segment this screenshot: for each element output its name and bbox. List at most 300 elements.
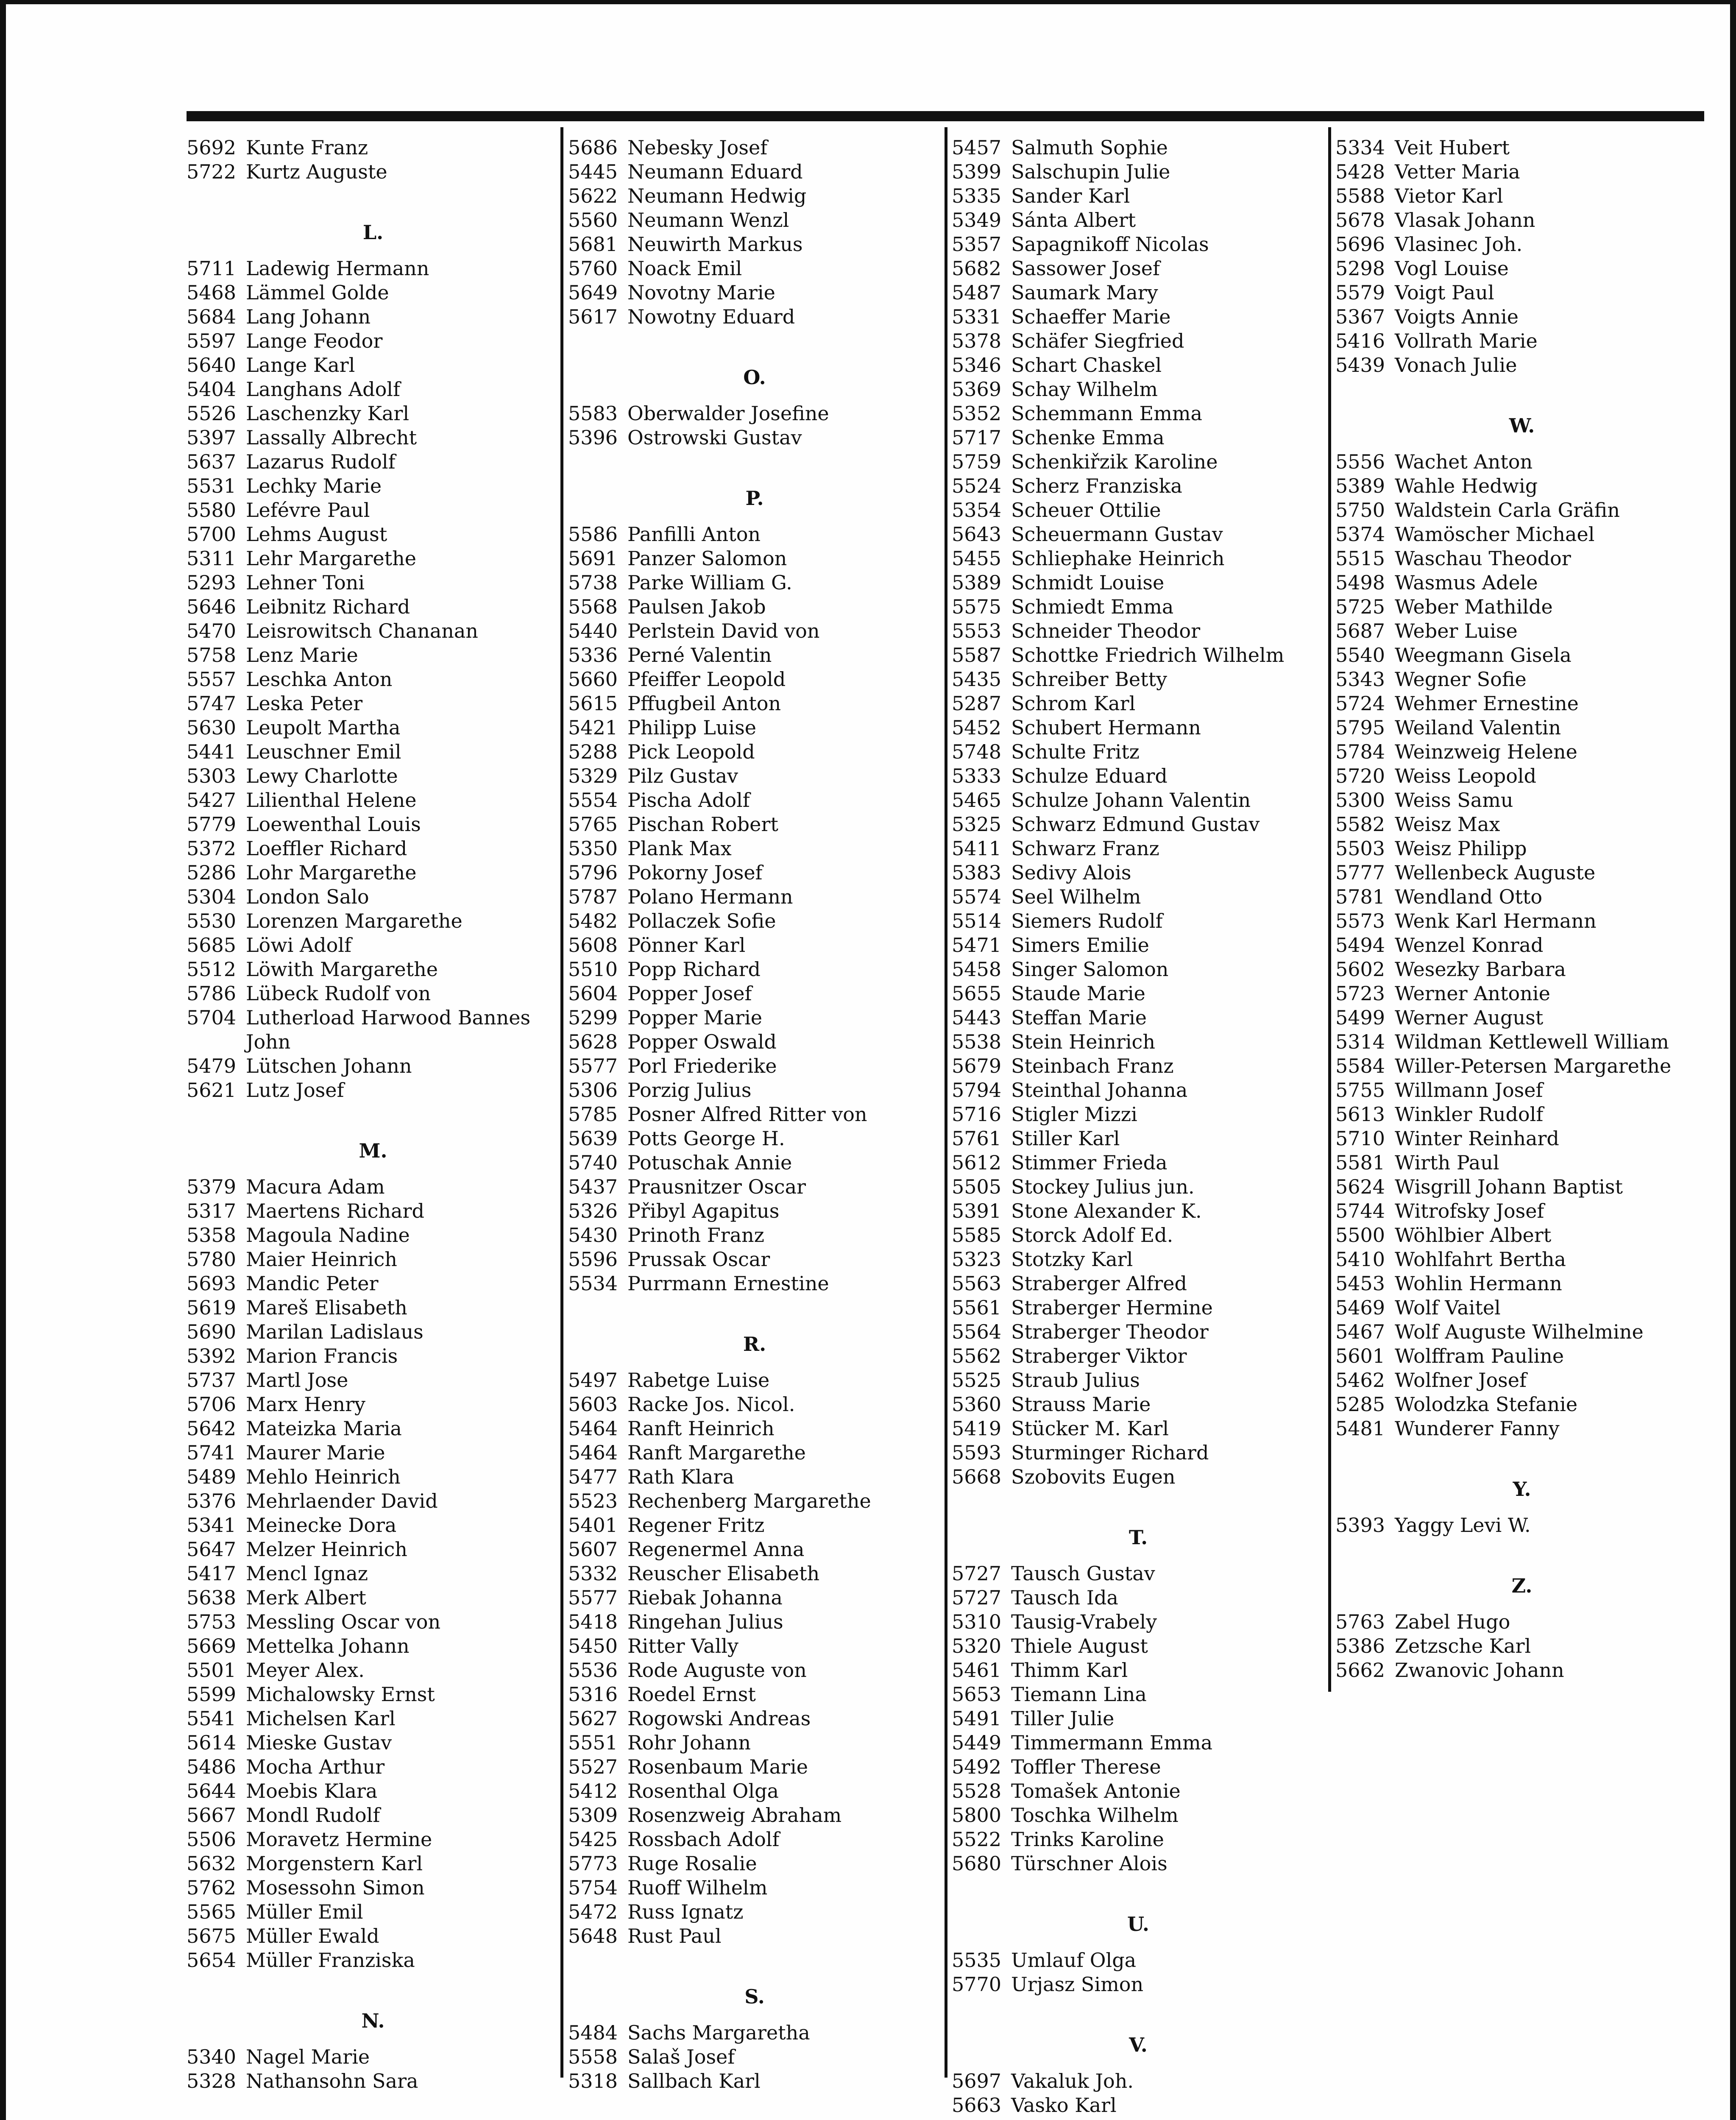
entry-name: Rohr Johann	[627, 1731, 751, 1754]
directory-entry	[568, 692, 941, 716]
directory-entry	[1335, 1296, 1708, 1320]
directory-entry	[1335, 160, 1708, 184]
entry-number: 5468	[187, 281, 237, 304]
entry-number: 5607	[568, 1538, 618, 1561]
directory-entry	[1335, 933, 1708, 957]
entry-number: 5741	[187, 1441, 237, 1464]
entry-name: Mandic Peter	[246, 1272, 379, 1295]
entry-name: Ladewig Hermann	[246, 257, 429, 280]
entry-number: 5401	[568, 1514, 618, 1537]
directory-entry	[568, 1054, 941, 1078]
entry-number: 5565	[187, 1900, 237, 1923]
entry-number: 5458	[952, 958, 1002, 981]
entry-number: 5759	[952, 450, 1002, 473]
directory-entry	[187, 1247, 560, 1272]
entry-number: 5320	[952, 1635, 1002, 1657]
entry-name: Wolfner Josef	[1395, 1369, 1527, 1392]
directory-entry	[568, 1658, 941, 1682]
directory-entry	[952, 1344, 1325, 1368]
entry-name: Paulsen Jakob	[627, 595, 766, 618]
entry-name: Weegmann Gisela	[1395, 644, 1572, 667]
entry-name: Leisrowitsch Chananan	[246, 619, 478, 642]
entry-name: Přibyl Agapitus	[627, 1199, 780, 1222]
directory-entry	[568, 1586, 941, 1610]
directory-entry	[1335, 740, 1708, 764]
entry-name: Loeffler Richard	[246, 837, 407, 860]
directory-entry	[187, 667, 560, 692]
entry-number: 5779	[187, 813, 237, 836]
entry-name: Schemmann Emma	[1011, 402, 1202, 425]
entry-name: Schmiedt Emma	[1011, 595, 1174, 618]
entry-number: 5750	[1335, 499, 1385, 522]
entry-number: 5352	[952, 402, 1002, 425]
entry-number: 5678	[1335, 209, 1385, 232]
directory-entry	[568, 1030, 941, 1054]
entry-number: 5558	[568, 2045, 618, 2068]
scan-edge-right	[1730, 0, 1736, 2120]
entry-number: 5404	[187, 378, 237, 401]
directory-entry	[1335, 1247, 1708, 1272]
directory-entry	[568, 643, 941, 667]
entry-number: 5585	[952, 1224, 1002, 1247]
entry-name: Stimmer Frieda	[1011, 1151, 1168, 1174]
entry-number: 5497	[568, 1369, 618, 1392]
entry-name: Porzig Julius	[627, 1079, 752, 1102]
entry-number: 5662	[1335, 1659, 1385, 1682]
directory-entry	[1335, 1344, 1708, 1368]
entry-name: Müller Emil	[246, 1900, 363, 1923]
directory-entry	[187, 1876, 560, 1900]
entry-number: 5648	[568, 1925, 618, 1947]
directory-entry	[952, 1610, 1325, 1634]
section-letter-heading: P.	[745, 487, 764, 510]
entry-name: Rust Paul	[627, 1925, 722, 1947]
entry-name: Simers Emilie	[1011, 934, 1149, 957]
entry-name: Voigts Annie	[1395, 305, 1519, 328]
directory-entry	[952, 1296, 1325, 1320]
entry-name: Neumann Wenzl	[627, 209, 789, 232]
entry-number: 5288	[568, 740, 618, 763]
entry-name: Porl Friederike	[627, 1054, 777, 1077]
directory-entry	[952, 426, 1325, 450]
directory-entry	[568, 1562, 941, 1586]
entry-number: 5489	[187, 1465, 237, 1488]
entry-number: 5439	[1335, 354, 1385, 377]
directory-entry	[187, 982, 560, 1006]
entry-name: Kunte Franz	[246, 136, 368, 159]
entry-number: 5753	[187, 1610, 237, 1633]
entry-number: 5494	[1335, 934, 1385, 957]
directory-entry	[568, 257, 941, 281]
directory-entry	[568, 982, 941, 1006]
section-letter-heading: U.	[1127, 1913, 1149, 1936]
entry-name: Oberwalder Josefine	[627, 402, 829, 425]
entry-number: 5551	[568, 1731, 618, 1754]
entry-number: 5622	[568, 184, 618, 207]
entry-name: Lutherload Harwood Bannes John	[246, 1006, 531, 1053]
entry-name: Wisgrill Johann Baptist	[1395, 1175, 1623, 1198]
directory-entry	[568, 1924, 941, 1948]
entry-number: 5663	[952, 2094, 1002, 2117]
entry-name: Novotny Marie	[627, 281, 775, 304]
directory-entry	[1335, 716, 1708, 740]
directory-entry	[187, 2045, 560, 2069]
directory-entry	[187, 1682, 560, 1707]
entry-number: 5700	[187, 523, 237, 546]
directory-entry	[1335, 522, 1708, 547]
section-letter-heading: V.	[1129, 2034, 1148, 2056]
directory-entry	[1335, 208, 1708, 232]
entry-name: Leuschner Emil	[246, 740, 401, 763]
directory-entry	[568, 1272, 941, 1296]
entry-number: 5579	[1335, 281, 1385, 304]
entry-number: 5786	[187, 982, 237, 1005]
entry-name: Wolf Auguste Wilhelmine	[1395, 1320, 1644, 1343]
directory-entry	[952, 498, 1325, 522]
entry-name: Mareš Elisabeth	[246, 1296, 407, 1319]
entry-number: 5376	[187, 1490, 237, 1512]
entry-name: Macura Adam	[246, 1175, 385, 1198]
entry-number: 5412	[568, 1780, 618, 1802]
entry-name: Stone Alexander K.	[1011, 1199, 1202, 1222]
entry-number: 5311	[187, 547, 237, 570]
entry-name: Mosessohn Simon	[246, 1876, 425, 1899]
entry-number: 5538	[952, 1030, 1002, 1053]
entry-number: 5706	[187, 1393, 237, 1416]
entry-name: Rossbach Adolf	[627, 1828, 780, 1851]
entry-name: Rechenberg Margarethe	[627, 1490, 871, 1512]
directory-entry	[187, 426, 560, 450]
entry-number: 5318	[568, 2070, 618, 2092]
directory-entry	[187, 1658, 560, 1682]
entry-number: 5716	[952, 1103, 1002, 1126]
directory-entry	[952, 1465, 1325, 1489]
directory-entry	[568, 1417, 941, 1441]
entry-number: 5487	[952, 281, 1002, 304]
entry-number: 5303	[187, 764, 237, 787]
directory-entry	[952, 1127, 1325, 1151]
entry-number: 5627	[568, 1707, 618, 1730]
entry-name: Ruoff Wilhelm	[627, 1876, 768, 1899]
directory-entry	[952, 1755, 1325, 1779]
entry-number: 5360	[952, 1393, 1002, 1416]
directory-entry	[952, 619, 1325, 643]
entry-number: 5624	[1335, 1175, 1385, 1198]
entry-number: 5462	[1335, 1369, 1385, 1392]
entry-number: 5720	[1335, 764, 1385, 787]
entry-number: 5755	[1335, 1079, 1385, 1102]
entry-number: 5309	[568, 1804, 618, 1827]
entry-number: 5391	[952, 1199, 1002, 1222]
entry-number: 5306	[568, 1079, 618, 1102]
directory-entry	[1335, 1102, 1708, 1127]
entry-name: Tausig-Vrabely	[1011, 1610, 1157, 1633]
directory-entry	[568, 740, 941, 764]
entry-number: 5617	[568, 305, 618, 328]
directory-entry	[568, 232, 941, 257]
entry-name: Leupolt Martha	[246, 716, 401, 739]
entry-name: Vlasak Johann	[1395, 209, 1535, 232]
entry-number: 5372	[187, 837, 237, 860]
directory-entry	[1335, 305, 1708, 329]
section-letter-heading: N.	[361, 2009, 385, 2032]
entry-name: Scheuermann Gustav	[1011, 523, 1223, 546]
directory-entry	[568, 788, 941, 812]
entry-number: 5638	[187, 1586, 237, 1609]
entry-number: 5593	[952, 1441, 1002, 1464]
directory-entry	[952, 474, 1325, 498]
directory-entry	[568, 160, 941, 184]
entry-number: 5717	[952, 426, 1002, 449]
entry-number: 5524	[952, 474, 1002, 497]
directory-entry	[1335, 837, 1708, 861]
entry-name: Wohlin Hermann	[1395, 1272, 1562, 1295]
directory-entry	[1335, 547, 1708, 571]
directory-entry	[952, 1948, 1325, 1972]
directory-entry	[1335, 353, 1708, 377]
entry-name: Salschupin Julie	[1011, 160, 1170, 183]
directory-entry	[1335, 692, 1708, 716]
directory-entry	[568, 909, 941, 933]
entry-number: 5587	[952, 644, 1002, 667]
directory-entry	[1335, 1392, 1708, 1417]
entry-number: 5586	[568, 523, 618, 546]
entry-number: 5667	[187, 1804, 237, 1827]
entry-name: Ranft Heinrich	[627, 1417, 775, 1440]
entry-number: 5486	[187, 1755, 237, 1778]
section-letter-heading: R.	[743, 1333, 766, 1356]
entry-name: Wahle Hedwig	[1395, 474, 1538, 497]
entry-number: 5681	[568, 233, 618, 256]
entry-name: Rosenthal Olga	[627, 1780, 779, 1802]
section-letter-heading: O.	[743, 366, 766, 389]
entry-name: Sachs Margaretha	[627, 2021, 810, 2044]
directory-entry	[187, 1223, 560, 1247]
entry-name: Salaš Josef	[627, 2045, 735, 2068]
directory-entry	[568, 2069, 941, 2093]
entry-number: 5499	[1335, 1006, 1385, 1029]
entry-name: Roedel Ernst	[627, 1683, 756, 1706]
directory-entry	[187, 812, 560, 837]
directory-entry	[1335, 281, 1708, 305]
entry-name: Regener Fritz	[627, 1514, 765, 1537]
entry-number: 5577	[568, 1586, 618, 1609]
entry-name: Straberger Viktor	[1011, 1345, 1187, 1367]
entry-name: Schulze Eduard	[1011, 764, 1168, 787]
entry-number: 5443	[952, 1006, 1002, 1029]
entry-name: Werner Antonie	[1395, 982, 1550, 1005]
entry-name: Tomašek Antonie	[1011, 1780, 1181, 1802]
entry-name: Lewy Charlotte	[246, 764, 398, 787]
directory-entry	[568, 281, 941, 305]
entry-name: Weisz Max	[1395, 813, 1500, 836]
directory-entry	[952, 1247, 1325, 1272]
entry-name: Schenke Emma	[1011, 426, 1165, 449]
entry-name: Straub Julius	[1011, 1369, 1140, 1392]
entry-number: 5299	[568, 1006, 618, 1029]
entry-name: Mehlo Heinrich	[246, 1465, 401, 1488]
directory-entry	[187, 1417, 560, 1441]
directory-entry	[952, 402, 1325, 426]
entry-name: Laschenzky Karl	[246, 402, 410, 425]
entry-number: 5724	[1335, 692, 1385, 715]
entry-name: Mehrlaender David	[246, 1490, 438, 1512]
entry-number: 5619	[187, 1296, 237, 1319]
scan-edge-left	[0, 0, 6, 2120]
entry-name: Sedivy Alois	[1011, 861, 1131, 884]
entry-name: Popper Josef	[627, 982, 752, 1005]
directory-entry	[952, 1368, 1325, 1392]
entry-name: Voigt Paul	[1395, 281, 1494, 304]
entry-name: Wunderer Fanny	[1395, 1417, 1560, 1440]
entry-number: 5357	[952, 233, 1002, 256]
directory-entry	[952, 1731, 1325, 1755]
entry-number: 5621	[187, 1079, 237, 1102]
entry-number: 5457	[952, 136, 1002, 159]
section-letter-heading: L.	[362, 221, 384, 244]
column-3	[952, 136, 1325, 2117]
entry-name: Vollrath Marie	[1395, 329, 1538, 352]
entry-name: Thiele August	[1011, 1635, 1148, 1657]
entry-number: 5761	[952, 1127, 1002, 1150]
entry-name: Lange Feodor	[246, 329, 383, 352]
directory-entry	[1335, 257, 1708, 281]
entry-number: 5492	[952, 1755, 1002, 1778]
entry-name: Wolodzka Stefanie	[1395, 1393, 1578, 1416]
directory-entry	[187, 861, 560, 885]
directory-entry	[568, 305, 941, 329]
entry-number: 5588	[1335, 184, 1385, 207]
entry-name: Plank Max	[627, 837, 732, 860]
directory-entry	[187, 1707, 560, 1731]
entry-number: 5396	[568, 426, 618, 449]
entry-name: Trinks Karoline	[1011, 1828, 1164, 1851]
directory-entry	[952, 2069, 1325, 2093]
directory-entry	[1335, 909, 1708, 933]
entry-number: 5343	[1335, 668, 1385, 691]
entry-number: 5780	[187, 1248, 237, 1271]
directory-entry	[952, 353, 1325, 377]
entry-name: Schwarz Franz	[1011, 837, 1159, 860]
entry-number: 5503	[1335, 837, 1385, 860]
directory-entry	[187, 522, 560, 547]
entry-number: 5723	[1335, 982, 1385, 1005]
entry-number: 5737	[187, 1369, 237, 1392]
entry-number: 5787	[568, 885, 618, 908]
directory-entry	[568, 619, 941, 643]
directory-entry	[1335, 1368, 1708, 1392]
entry-number: 5386	[1335, 1635, 1385, 1657]
entry-number: 5630	[187, 716, 237, 739]
entry-name: Wendland Otto	[1395, 885, 1543, 908]
entry-number: 5527	[568, 1755, 618, 1778]
directory-entry	[568, 184, 941, 208]
directory-entry	[952, 982, 1325, 1006]
directory-entry	[568, 1731, 941, 1755]
directory-entry	[187, 1175, 560, 1199]
directory-entry	[568, 716, 941, 740]
entry-number: 5660	[568, 668, 618, 691]
directory-entry	[187, 377, 560, 402]
entry-number: 5467	[1335, 1320, 1385, 1343]
entry-name: Rosenzweig Abraham	[627, 1804, 842, 1827]
entry-number: 5575	[952, 595, 1002, 618]
directory-entry	[568, 764, 941, 788]
directory-entry	[952, 692, 1325, 716]
entry-name: Reuscher Elisabeth	[627, 1562, 820, 1585]
entry-number: 5328	[187, 2070, 237, 2092]
entry-name: Prinoth Franz	[627, 1224, 764, 1247]
entry-number: 5685	[187, 934, 237, 957]
directory-entry	[568, 1078, 941, 1102]
entry-name: Vakaluk Joh.	[1011, 2070, 1134, 2092]
directory-entry	[187, 1054, 560, 1078]
entry-name: Popp Richard	[627, 958, 761, 981]
entry-number: 5354	[952, 499, 1002, 522]
entry-number: 5794	[952, 1079, 1002, 1102]
directory-entry	[187, 1803, 560, 1827]
directory-entry	[568, 2045, 941, 2069]
entry-name: Staude Marie	[1011, 982, 1145, 1005]
entry-name: Michalowsky Ernst	[246, 1683, 435, 1706]
entry-number: 5393	[1335, 1514, 1385, 1537]
entry-name: Posner Alfred Ritter von	[627, 1103, 867, 1126]
entry-number: 5300	[1335, 789, 1385, 812]
entry-name: Melzer Heinrich	[246, 1538, 407, 1561]
entry-number: 5418	[568, 1610, 618, 1633]
directory-entry	[1335, 595, 1708, 619]
entry-number: 5675	[187, 1925, 237, 1947]
directory-entry	[187, 909, 560, 933]
scan-edge-top	[0, 0, 1736, 4]
directory-entry	[187, 1513, 560, 1537]
entry-name: Vietor Karl	[1395, 184, 1503, 207]
directory-entry	[187, 595, 560, 619]
directory-entry	[952, 1223, 1325, 1247]
directory-entry	[187, 1006, 560, 1054]
directory-entry	[187, 643, 560, 667]
entry-name: Messling Oscar von	[246, 1610, 441, 1633]
entry-name: Schrom Karl	[1011, 692, 1136, 715]
entry-name: Pfeiffer Leopold	[627, 668, 786, 691]
entry-name: Tausch Ida	[1011, 1586, 1118, 1609]
entry-name: Mateizka Maria	[246, 1417, 402, 1440]
entry-name: Wolf Vaitel	[1395, 1296, 1501, 1319]
directory-entry	[1335, 1151, 1708, 1175]
entry-name: Sallbach Karl	[627, 2070, 761, 2092]
entry-name: Nowotny Eduard	[627, 305, 795, 328]
entry-name: Türschner Alois	[1011, 1852, 1168, 1875]
directory-entry	[568, 402, 941, 426]
entry-name: Rosenbaum Marie	[627, 1755, 808, 1778]
entry-number: 5573	[1335, 909, 1385, 932]
entry-number: 5287	[952, 692, 1002, 715]
entry-number: 5785	[568, 1103, 618, 1126]
entry-number: 5632	[187, 1852, 237, 1875]
directory-entry	[187, 1441, 560, 1465]
entry-number: 5310	[952, 1610, 1002, 1633]
entry-number: 5430	[568, 1224, 618, 1247]
entry-name: Sturminger Richard	[1011, 1441, 1209, 1464]
entry-number: 5515	[1335, 547, 1385, 570]
entry-name: Wasmus Adele	[1395, 571, 1538, 594]
entry-name: Lilienthal Helene	[246, 789, 417, 812]
entry-name: Schulze Johann Valentin	[1011, 789, 1251, 812]
entry-number: 5560	[568, 209, 618, 232]
entry-name: Purrmann Ernestine	[627, 1272, 829, 1295]
directory-entry	[952, 1441, 1325, 1465]
entry-name: Rogowski Andreas	[627, 1707, 811, 1730]
